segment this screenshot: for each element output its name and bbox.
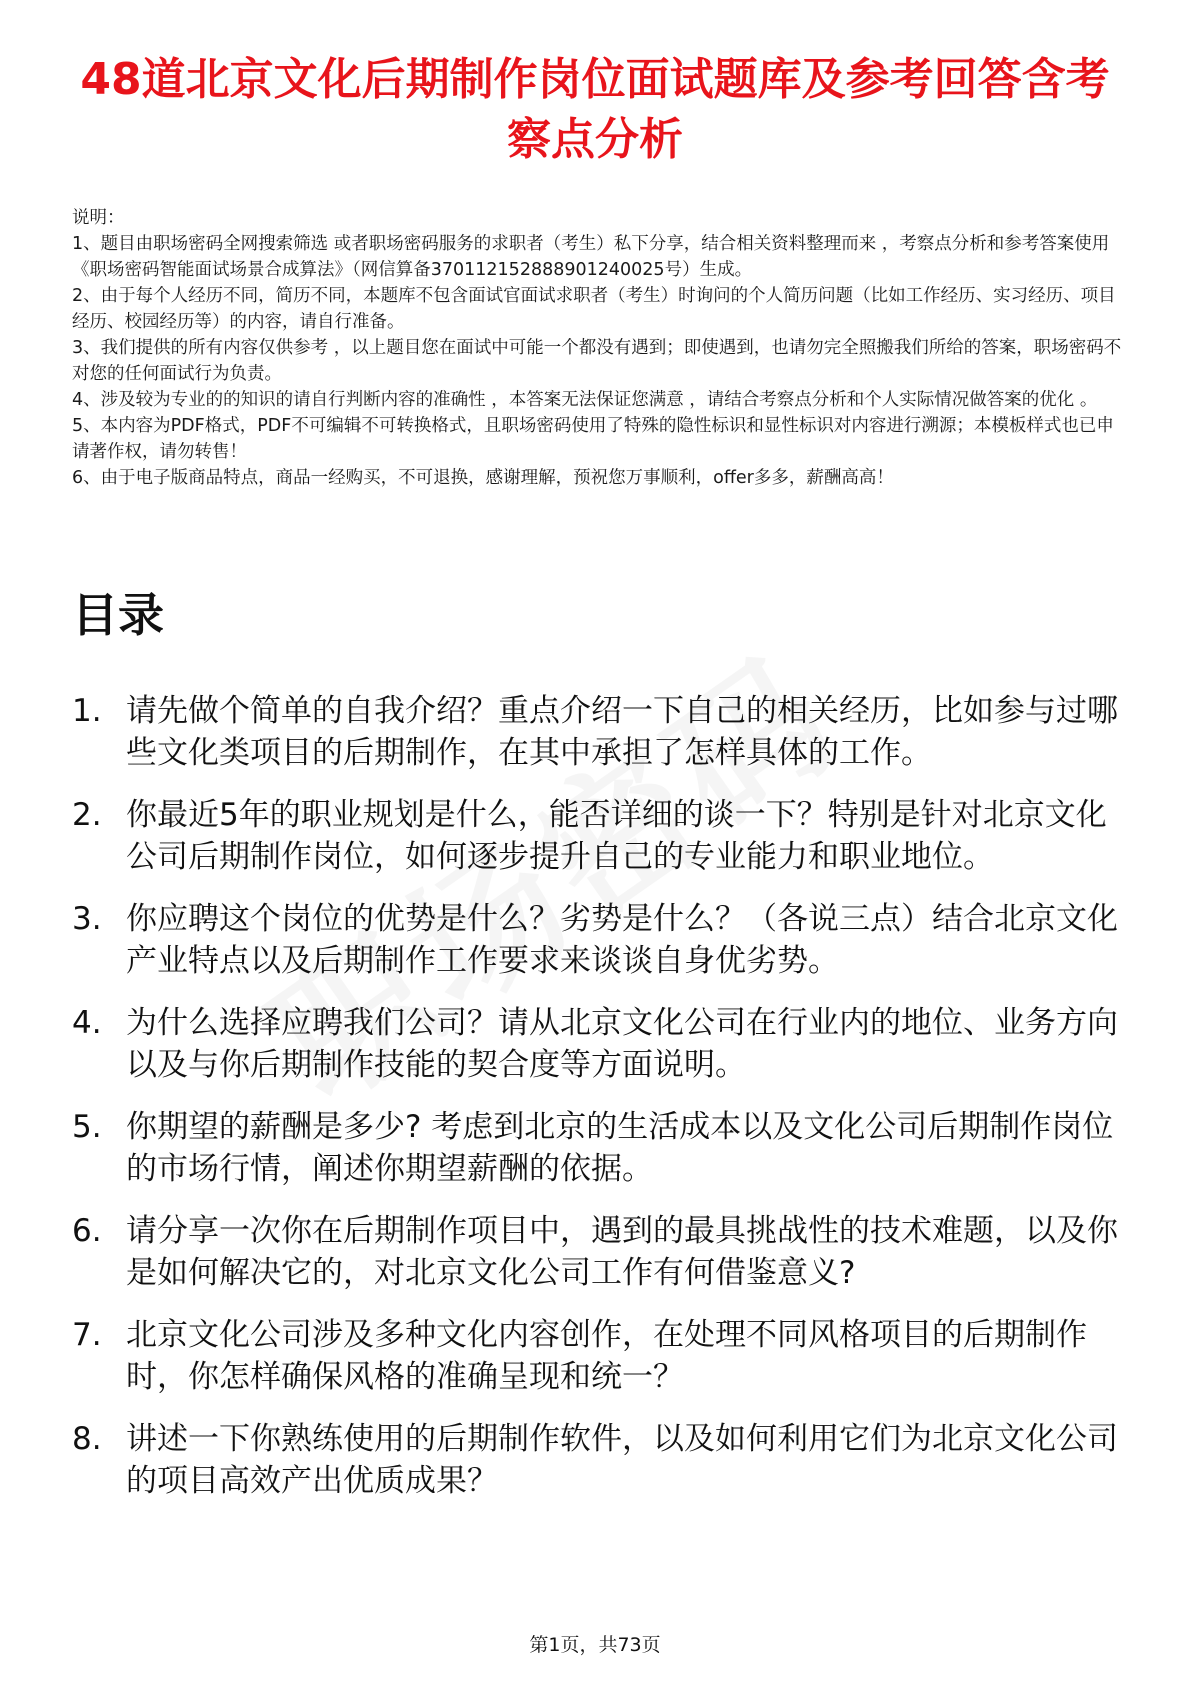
note-item: 1、题目由职场密码全网搜索筛选 或者职场密码服务的求职者（考生）私下分享，结合相关资料整理而来 ，考察点分析和参考答案使用《职场密码智能面试场景合成算法》（网信算备370112152888901240025号）生成。 [72,234,1110,280]
note-item: 5、本内容为PDF格式，PDF不可编辑不可转换格式，且职场密码使用了特殊的隐性标识和显性标识对内容进行溯源；本模板样式也已申请著作权，请勿转售！ [72,416,1114,462]
question-number: 2. [72,797,102,833]
note-item: 4、涉及较为专业的的知识的请自行判断内容的准确性 ，本答案无法保证您满意 ，请结合考察点分析和个人实际情况做答案的优化 。 [72,390,1098,410]
question-item[interactable] [72,1002,1132,1086]
toc-heading: 目录 [72,588,164,642]
note-item: 6、由于电子版商品特点，商品一经购买，不可退换，感谢理解，预祝您万事顺利，offer多多，薪酬高高！ [72,468,894,488]
question-item[interactable] [72,1210,1132,1294]
question-number: 6. [72,1213,102,1249]
question-text: 请先做个简单的自我介绍？重点介绍一下自己的相关经历，比如参与过哪些文化类项目的后期制作，在其中承担了怎样具体的工作。 [126,693,1118,771]
question-item[interactable] [72,898,1132,982]
note-item: 3、我们提供的所有内容仅供参考 ，以上题目您在面试中可能一个都没有遇到；即使遇到，也请勿完全照搬我们所给的答案，职场密码不对您的任何面试行为负责。 [72,338,1122,384]
question-text: 你最近5年的职业规划是什么，能否详细的谈一下？特别是针对北京文化公司后期制作岗位，如何逐步提升自己的专业能力和职业地位。 [126,797,1107,875]
document-title: 48道北京文化后期制作岗位面试题库及参考回答含考察点分析 [80,54,1110,165]
question-item[interactable] [72,794,1132,878]
notes-heading: 说明： [72,208,125,228]
notes-section [72,205,1122,491]
question-text: 你应聘这个岗位的优势是什么？劣势是什么？（各说三点）结合北京文化产业特点以及后期制作工作要求来谈谈自身优劣势。 [126,901,1118,979]
question-text: 请分享一次你在后期制作项目中，遇到的最具挑战性的技术难题，以及你是如何解决它的，对北京文化公司工作有何借鉴意义? [126,1213,1118,1291]
page-footer: 第1页，共73页 [529,1634,661,1656]
question-item[interactable] [72,1106,1132,1190]
question-number: 3. [72,901,102,937]
question-item[interactable] [72,690,1132,774]
question-number: 4. [72,1005,102,1041]
note-item: 2、由于每个人经历不同，简历不同，本题库不包含面试官面试求职者（考生）时询问的个人简历问题（比如工作经历、实习经历、项目经历、校园经历等）的内容，请自行准备。 [72,286,1116,332]
question-text: 为什么选择应聘我们公司？请从北京文化公司在行业内的地位、业务方向以及与你后期制作技能的契合度等方面说明。 [126,1005,1118,1083]
question-number: 5. [72,1109,102,1145]
question-item[interactable] [72,1314,1132,1398]
question-number: 8. [72,1421,102,1457]
question-text: 讲述一下你熟练使用的后期制作软件，以及如何利用它们为北京文化公司的项目高效产出优质成果？ [126,1421,1118,1499]
question-number: 1. [72,693,102,729]
question-item[interactable] [72,1418,1132,1502]
question-text: 北京文化公司涉及多种文化内容创作，在处理不同风格项目的后期制作时，你怎样确保风格的准确呈现和统一？ [126,1317,1087,1395]
question-text: 你期望的薪酬是多少? 考虑到北京的生活成本以及文化公司后期制作岗位的市场行情，阐述你期望薪酬的依据。 [126,1109,1114,1187]
question-number: 7. [72,1317,102,1353]
question-list [72,690,1132,1522]
